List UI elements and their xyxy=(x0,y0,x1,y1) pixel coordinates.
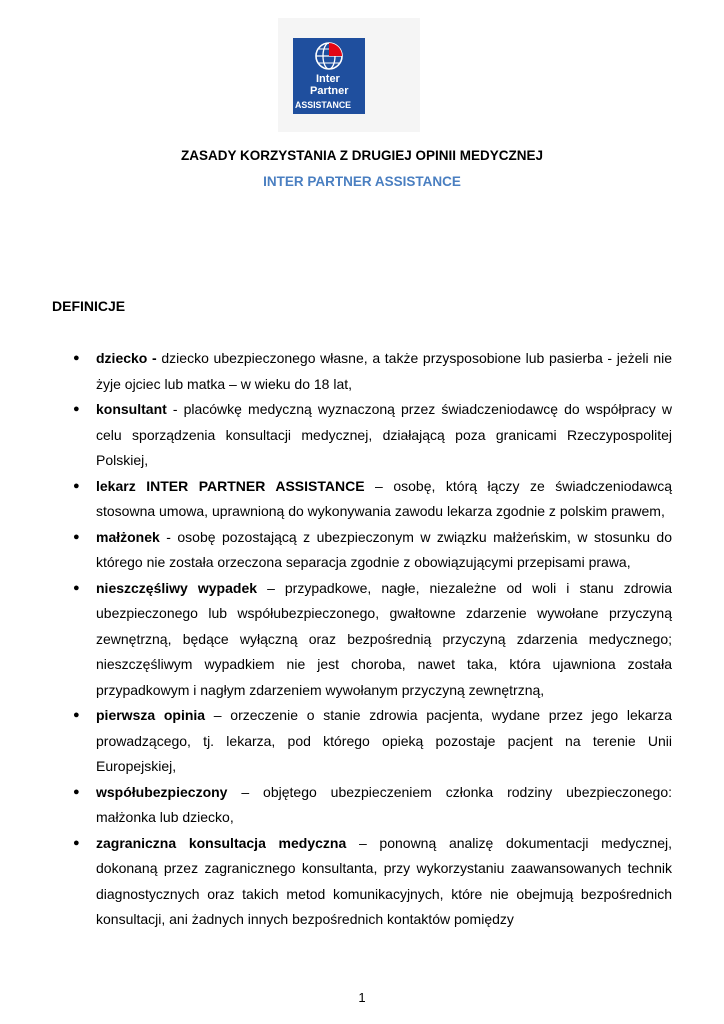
definition-text: – osobę, którą łączy ze świadczeniodawcą stosowna umowa, uprawnioną do wykonywania zawodu lekarza zgodnie z polskim prawem, xyxy=(96,477,672,519)
definition-term: lekarz INTER PARTNER ASSISTANCE xyxy=(96,477,365,494)
page-number: 1 xyxy=(358,990,366,1005)
bullet-icon: ● xyxy=(73,479,80,492)
definition-term: nieszczęśliwy wypadek xyxy=(96,579,258,596)
definition-text: – objętego ubezpieczeniem członka rodziny ubezpieczonego: małżonka lub dziecko, xyxy=(96,783,672,825)
bullet-icon: ● xyxy=(73,403,80,415)
document-title: ZASADY KORZYSTANIA Z DRUGIEJ OPINII MEDYCZNEJ xyxy=(180,148,544,163)
definition-text: – ponowną analizę dokumentacji medycznej, dokonaną przez zagranicznego konsultanta, przy wykorzystaniu zaawansowanych technik diagnostycznych oraz takich metod komunikacyjnych, które nie obejmują bezpośrednich konsultacji, ani żadnych innych bezpośrednich kontaktów pomiędzy xyxy=(96,834,672,927)
definition-item xyxy=(73,703,672,780)
definition-text: – przypadkowe, nagłe, niezależne od woli i stanu zdrowia ubezpieczonego lub współubezpieczonego, gwałtowne zdarzenie wywołane przyczyną zewnętrzną, będące wyłączną oraz bezpośrednią przyczyną zdarzenia medycznego; nieszczęśliwym wypadkiem nie jest choroba, nawet taka, która ujawniona została przypadkowym i nagłym zdarzeniem wywołanym przyczyną zewnętrzną, xyxy=(96,579,672,698)
definition-text: dziecko ubezpieczonego własne, a także przysposobione lub pasierba - jeżeli nie żyje ojciec lub matka – w wieku do 18 lat, xyxy=(96,350,673,392)
definition-item xyxy=(73,474,672,525)
definition-item xyxy=(73,780,672,831)
inter-partner-assistance-logo xyxy=(293,38,365,114)
bullet-icon: ● xyxy=(73,836,80,849)
definition-item xyxy=(73,346,673,397)
definition-text: - placówkę medyczną wyznaczoną przez świadczeniodawcę do współpracy w celu sporządzenia konsultacji medycznej, działającą poza granicami Rzeczypospolitej Polskiej, xyxy=(96,401,672,468)
bullet-icon: ● xyxy=(73,785,80,798)
definition-term: konsultant xyxy=(96,401,167,417)
logo-line-assistance: ASSISTANCE xyxy=(295,100,352,110)
bullet-icon: ● xyxy=(73,581,80,594)
bullet-icon: ● xyxy=(73,352,80,364)
document-subtitle: INTER PARTNER ASSISTANCE xyxy=(263,174,461,189)
definition-item xyxy=(73,397,672,474)
definition-text: - osobę pozostającą z ubezpieczonym w związku małżeńskim, w stosunku do którego nie została orzeczona separacja zgodnie z obowiązującymi przepisami prawa, xyxy=(96,528,672,570)
logo-area xyxy=(278,18,420,132)
definition-term: dziecko - xyxy=(96,350,157,366)
definition-item xyxy=(73,576,672,704)
definition-term: pierwsza opinia xyxy=(96,707,206,723)
definition-term: małżonek xyxy=(96,528,160,545)
logo-line-inter: Inter xyxy=(316,73,340,85)
bullet-icon: ● xyxy=(73,709,80,721)
section-heading-definitions: DEFINICJE xyxy=(52,298,126,314)
bullet-icon: ● xyxy=(73,530,80,543)
definition-text: – orzeczenie o stanie zdrowia pacjenta, wydane przez jego lekarza prowadzącego, tj. lekarza, pod którego opieką pozostaje pacjent na terenie Unii Europejskiej, xyxy=(96,707,672,774)
definitions-list xyxy=(0,346,724,933)
definition-term: zagraniczna konsultacja medyczna xyxy=(96,834,347,851)
definition-item xyxy=(73,525,672,576)
logo-line-partner: Partner xyxy=(310,85,349,97)
definition-item xyxy=(73,831,672,933)
definition-term: współubezpieczony xyxy=(96,783,228,800)
